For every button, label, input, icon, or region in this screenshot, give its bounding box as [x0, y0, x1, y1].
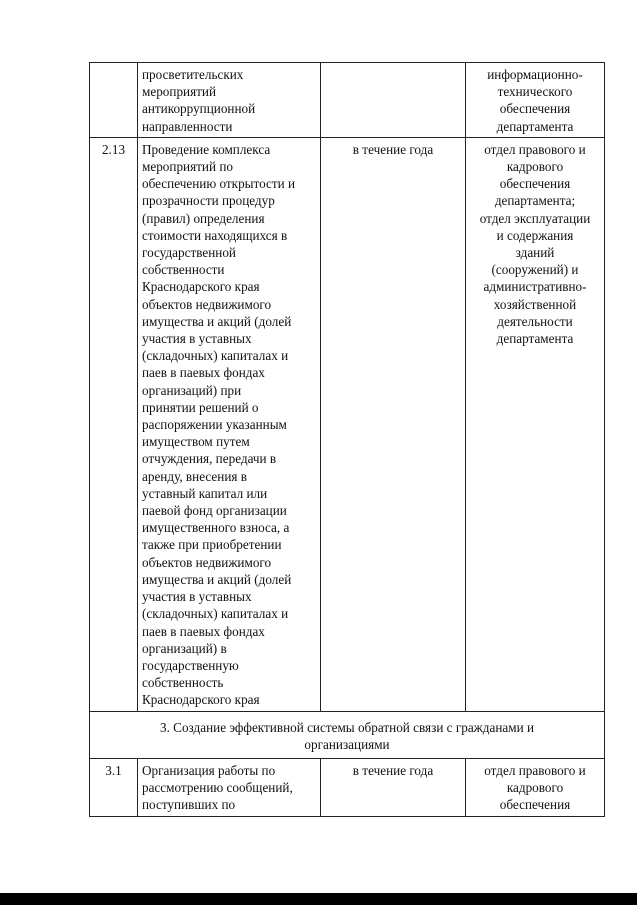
activity-line: рассмотрению сообщений,: [142, 780, 293, 796]
activity-line: государственной: [142, 245, 236, 261]
activity-cell: [138, 63, 321, 138]
activity-line: имущества и акций (долей: [142, 571, 292, 587]
section-heading-line: 3. Создание эффективной системы обратной связи с гражданами и: [159, 719, 535, 735]
activity-line: Краснодарского края: [142, 692, 260, 708]
responsible-line: технического: [497, 84, 573, 100]
activity-line: Краснодарского края: [142, 279, 260, 295]
activity-line: участия в уставных: [142, 331, 252, 347]
row-number: [90, 63, 138, 138]
responsible-line: (сооружений) и: [491, 262, 579, 278]
row-number: 2.13: [90, 137, 138, 711]
activity-line: также при приобретении: [142, 537, 282, 553]
scan-bottom-edge: [0, 893, 637, 905]
activity-line: собственности: [142, 262, 225, 278]
activity-line: паевой фонд организации: [142, 503, 287, 519]
responsible-line: обеспечения: [499, 101, 571, 117]
responsible-cell: [466, 137, 605, 711]
activity-line: стоимости находящихся в: [142, 227, 288, 243]
activity-line: аренду, внесения в: [142, 468, 247, 484]
responsible-line: отдел правового и: [484, 762, 586, 778]
activity-line: просветительских: [142, 67, 244, 82]
responsible-line: обеспечения: [499, 176, 571, 192]
activity-line: имущественного взноса, а: [142, 520, 290, 536]
activity-line: мероприятий по: [142, 159, 233, 175]
responsible-line: хозяйственной: [493, 296, 577, 312]
activity-line: имуществом путем: [142, 434, 250, 450]
activity-line: паев в паевых фондах: [142, 623, 265, 639]
responsible-line: департамента: [496, 331, 574, 347]
responsible-line: информационно-: [487, 67, 583, 82]
activity-line: Проведение комплекса: [142, 141, 271, 157]
responsible-line: департамента;: [494, 193, 576, 209]
term-cell: в течение года: [321, 137, 466, 711]
activity-line: государственную: [142, 657, 239, 673]
section-heading-line: организациями: [304, 736, 390, 752]
table-row: [90, 63, 605, 138]
activity-line: направленности: [142, 118, 233, 134]
activity-line: организаций) в: [142, 640, 227, 656]
term-cell: в течение года: [321, 758, 466, 816]
row-number: 3.1: [90, 758, 138, 816]
activity-line: принятии решений о: [142, 399, 259, 415]
activity-line: Организация работы по: [142, 762, 276, 778]
activity-line: распоряжении указанным: [142, 417, 287, 433]
activity-cell: [138, 137, 321, 711]
responsible-line: департамента: [496, 118, 574, 134]
section-header-row: [90, 711, 605, 758]
activity-line: организаций) при: [142, 382, 242, 398]
activity-line: объектов недвижимого: [142, 554, 272, 570]
responsible-cell: [466, 63, 605, 138]
table-row: [90, 758, 605, 816]
responsible-line: деятельности: [497, 313, 573, 329]
responsible-line: административно-: [483, 279, 587, 295]
activity-line: (правил) определения: [142, 210, 265, 226]
responsible-cell: [466, 758, 605, 816]
activity-line: мероприятий: [142, 84, 217, 100]
activity-line: отчуждения, передачи в: [142, 451, 277, 467]
responsible-line: отдел правового и: [484, 141, 586, 157]
responsible-line: кадрового: [506, 780, 564, 796]
activity-line: участия в уставных: [142, 589, 252, 605]
activity-line: паев в паевых фондах: [142, 365, 265, 381]
activity-line: (складочных) капиталах и: [142, 606, 289, 622]
responsible-line: и содержания: [496, 227, 574, 243]
activity-line: антикоррупционной: [142, 101, 256, 117]
activity-line: обеспечению открытости и: [142, 176, 296, 192]
activity-line: объектов недвижимого: [142, 296, 272, 312]
activity-line: прозрачности процедур: [142, 193, 275, 209]
activity-cell: [138, 758, 321, 816]
activity-line: (складочных) капиталах и: [142, 348, 289, 364]
activity-line: поступивших по: [142, 797, 236, 813]
activity-line: собственность: [142, 675, 224, 691]
responsible-line: кадрового: [506, 159, 564, 175]
activity-line: уставный капитал или: [142, 485, 268, 501]
activity-line: имущества и акций (долей: [142, 313, 292, 329]
responsible-line: зданий: [515, 245, 555, 261]
section-heading: [90, 711, 605, 758]
activity-plan-table: [89, 62, 605, 817]
table-row: [90, 137, 605, 711]
term-cell: [321, 63, 466, 138]
responsible-line: обеспечения: [499, 797, 571, 813]
responsible-line: отдел эксплуатации: [479, 210, 591, 226]
